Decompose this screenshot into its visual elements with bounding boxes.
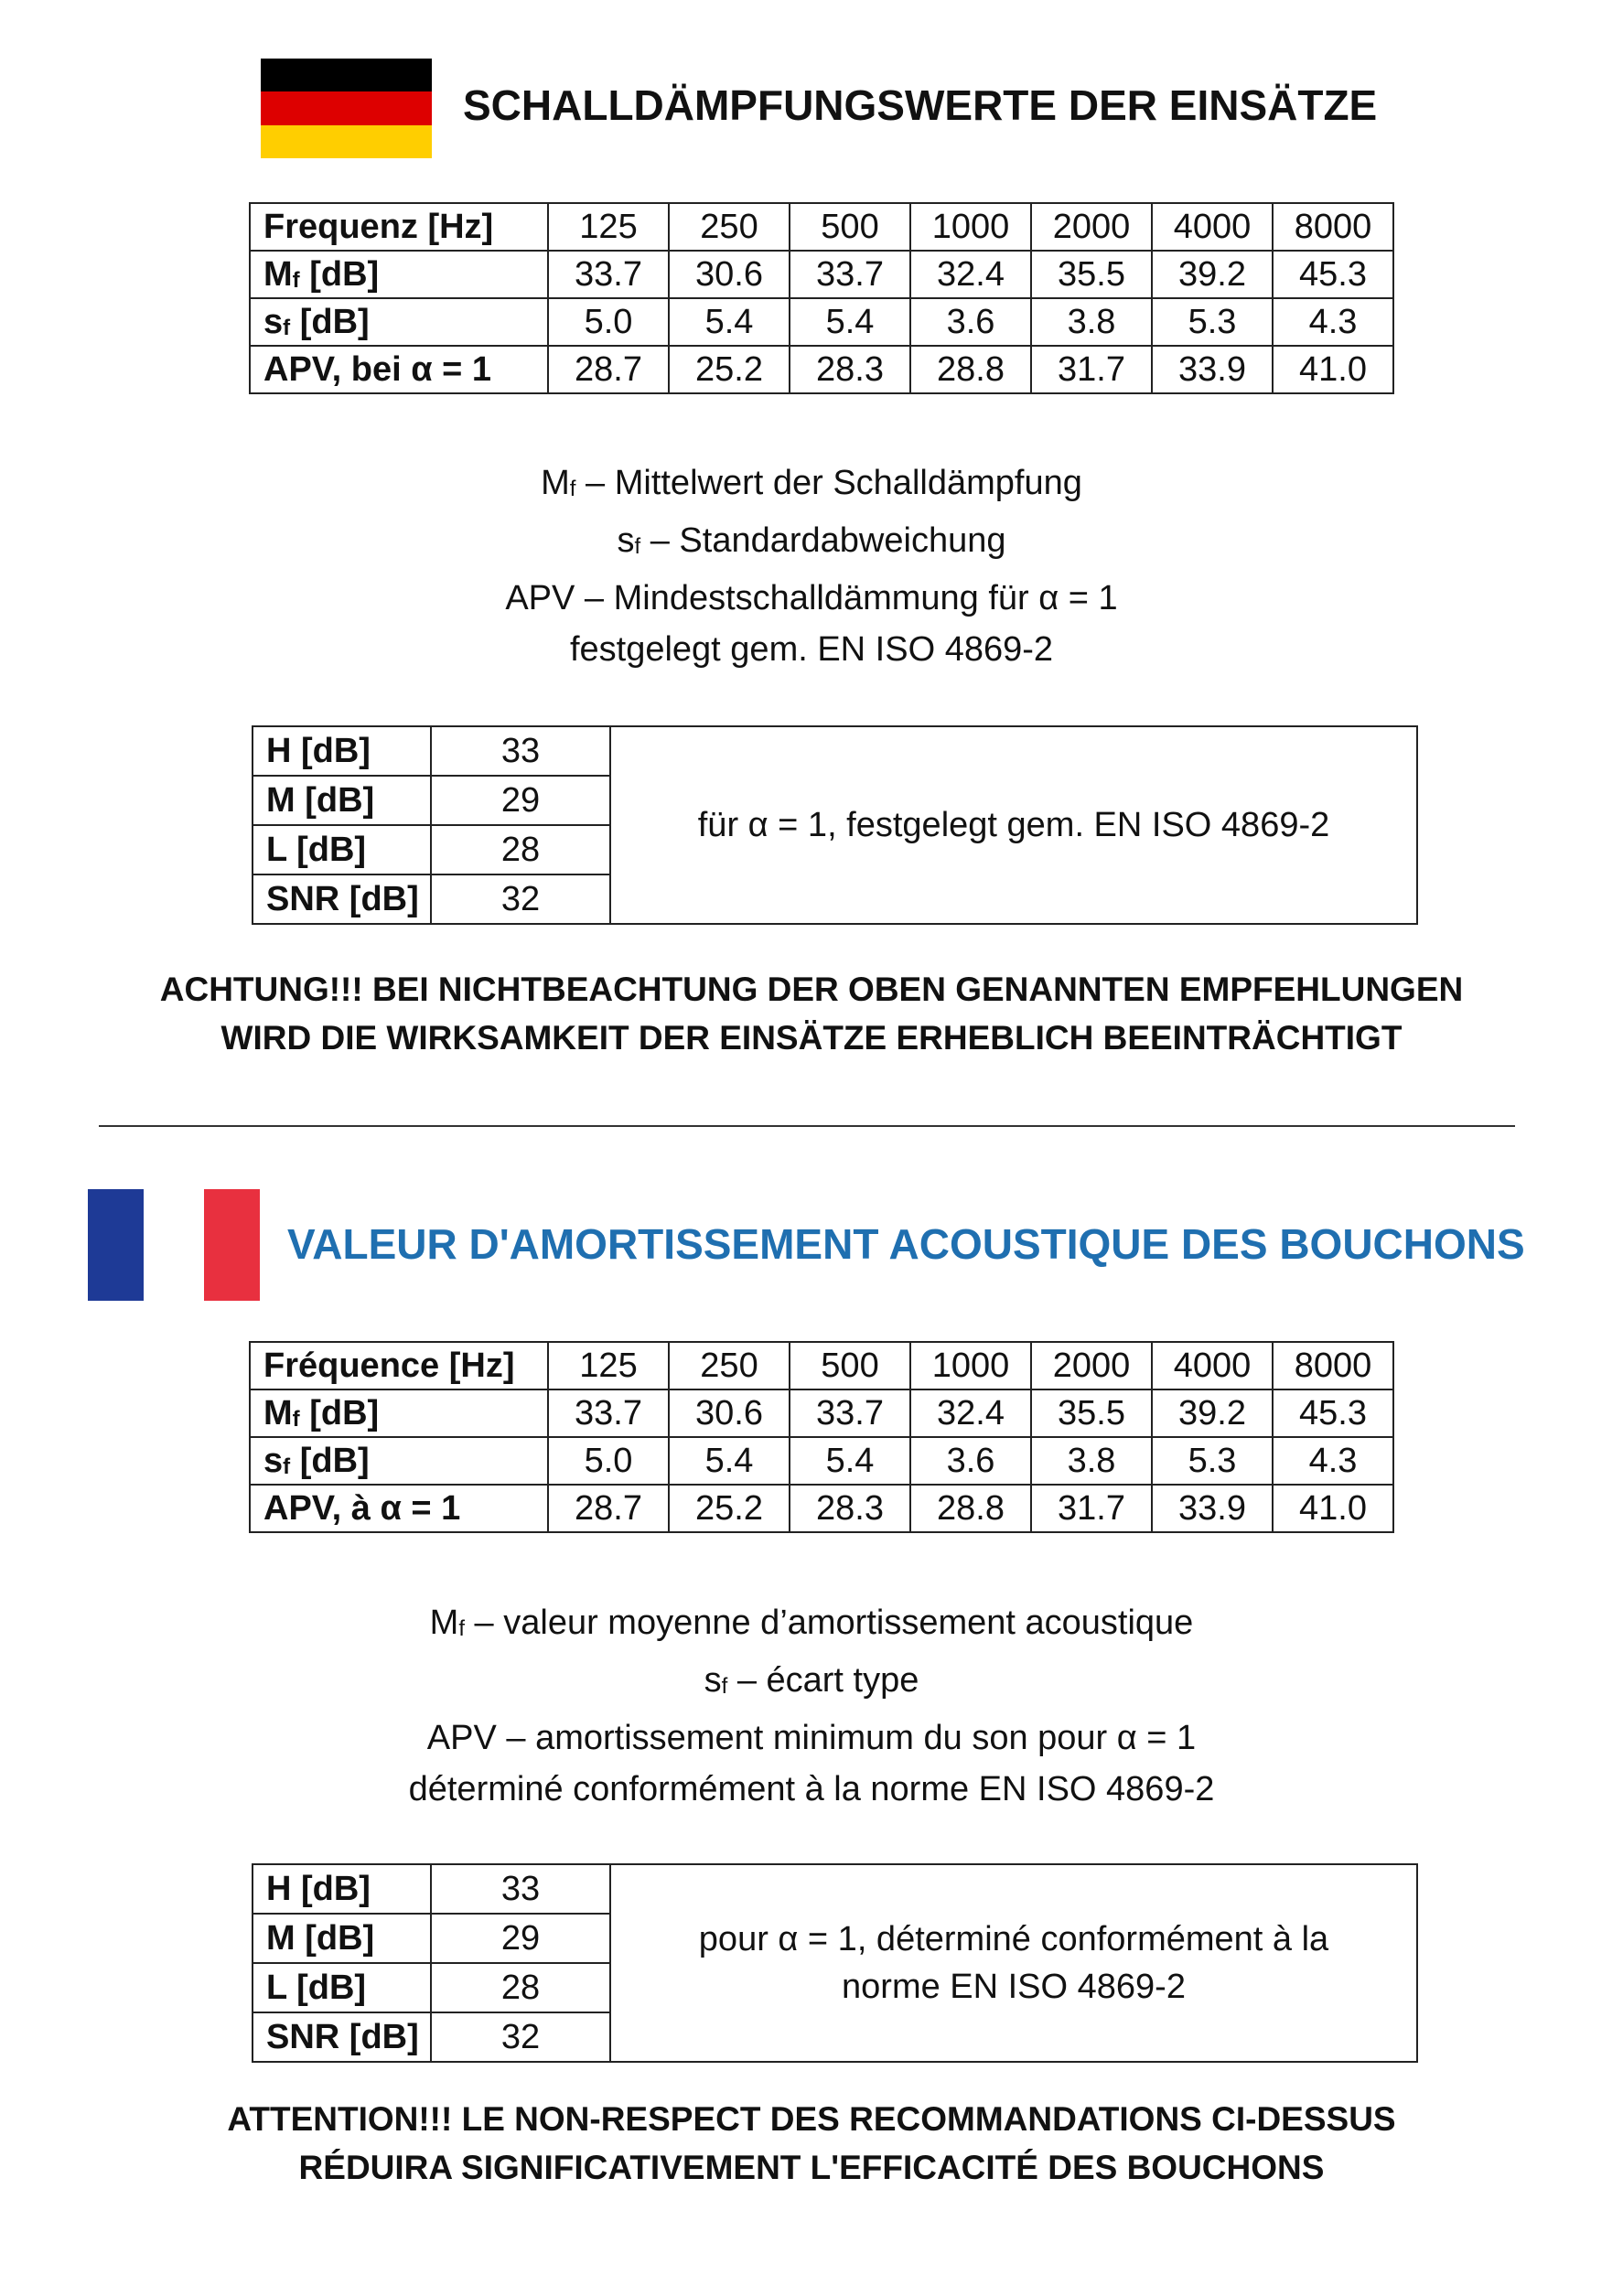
table-cell: 1000 xyxy=(910,203,1031,251)
summary-label-h: H [dB] xyxy=(253,726,431,776)
table-cell: 4000 xyxy=(1152,203,1273,251)
summary-label-h: H [dB] xyxy=(253,1864,431,1914)
table-cell: 25.2 xyxy=(669,1485,790,1532)
row-label-stddev: $s_f$ [dB] xyxy=(250,298,548,346)
table-row xyxy=(250,203,1393,251)
table-cell: 4.3 xyxy=(1273,298,1393,346)
table-row xyxy=(250,1485,1393,1532)
table-cell: 45.3 xyxy=(1273,251,1393,298)
legend-line-mean: $M_f$ – Mittelwert der Schalldämpfung xyxy=(541,464,1082,502)
row-label-apv: APV, bei α = 1 xyxy=(250,346,548,393)
legend-line-mean: $M_f$ – valeur moyenne d’amortissement acoustique xyxy=(429,1604,1194,1642)
summary-table-fr xyxy=(252,1863,1418,2063)
legend-fr xyxy=(0,1597,1623,1815)
flag-stripe-blue xyxy=(88,1189,144,1301)
row-label-frequency: Fréquence [Hz] xyxy=(250,1342,548,1389)
table-cell: 2000 xyxy=(1031,1342,1152,1389)
table-cell: 5.4 xyxy=(790,298,910,346)
table-cell: 5.4 xyxy=(790,1437,910,1485)
legend-line-stddev: $s_f$ – écart type xyxy=(704,1661,919,1700)
table-cell: 32.4 xyxy=(910,1389,1031,1437)
summary-value-m: 29 xyxy=(431,1914,610,1963)
legend-line-standard: festgelegt gem. EN ISO 4869-2 xyxy=(569,630,1054,669)
legend-line-apv: APV – Mindestschalldämmung für α = 1 xyxy=(505,579,1118,617)
table-row xyxy=(250,1437,1393,1485)
table-cell: 1000 xyxy=(910,1342,1031,1389)
table-cell: 33.7 xyxy=(548,1389,669,1437)
table-cell: 5.4 xyxy=(669,298,790,346)
warning-line: WIRD DIE WIRKSAMKEIT DER EINSÄTZE ERHEBLICH BEEINTRÄCHTIGT xyxy=(220,1019,1403,1057)
warning-line: RÉDUIRA SIGNIFICATIVEMENT L'EFFICACITÉ DES BOUCHONS xyxy=(298,2149,1325,2186)
summary-note: pour α = 1, déterminé conformément à la norme EN ISO 4869-2 xyxy=(610,1864,1417,2062)
table-row xyxy=(253,726,1417,776)
germany-flag xyxy=(261,59,432,158)
legend-line-stddev: $s_f$ – Standardabweichung xyxy=(617,521,1006,560)
summary-table-de xyxy=(252,725,1418,925)
table-cell: 41.0 xyxy=(1273,346,1393,393)
table-cell: 33.7 xyxy=(790,251,910,298)
row-label-mean: $M_f$ [dB] xyxy=(250,251,548,298)
table-cell: 41.0 xyxy=(1273,1485,1393,1532)
legend-de xyxy=(0,457,1623,675)
table-cell: 5.3 xyxy=(1152,1437,1273,1485)
row-label-stddev: $s_f$ [dB] xyxy=(250,1437,548,1485)
section-title-fr: VALEUR D'AMORTISSEMENT ACOUSTIQUE DES BOUCHONS xyxy=(287,1220,1525,1268)
warning-line: ACHTUNG!!! BEI NICHTBEACHTUNG DER OBEN GENANNTEN EMPFEHLUNGEN xyxy=(159,971,1464,1008)
flag-stripe-red xyxy=(204,1189,260,1301)
table-cell: 28.8 xyxy=(910,1485,1031,1532)
table-cell: 3.6 xyxy=(910,1437,1031,1485)
table-cell: 3.8 xyxy=(1031,1437,1152,1485)
table-cell: 4000 xyxy=(1152,1342,1273,1389)
table-cell: 28.7 xyxy=(548,346,669,393)
table-cell: 125 xyxy=(548,1342,669,1389)
table-cell: 5.0 xyxy=(548,1437,669,1485)
table-cell: 33.7 xyxy=(790,1389,910,1437)
table-cell: 5.0 xyxy=(548,298,669,346)
table-row xyxy=(250,1342,1393,1389)
flag-stripe-black xyxy=(261,59,432,91)
table-cell: 35.5 xyxy=(1031,251,1152,298)
table-cell: 125 xyxy=(548,203,669,251)
table-cell: 2000 xyxy=(1031,203,1152,251)
table-cell: 8000 xyxy=(1273,1342,1393,1389)
table-cell: 33.7 xyxy=(548,251,669,298)
table-cell: 30.6 xyxy=(669,1389,790,1437)
table-row xyxy=(250,1389,1393,1437)
table-cell: 5.4 xyxy=(669,1437,790,1485)
section-divider xyxy=(99,1125,1515,1127)
flag-stripe-gold xyxy=(261,125,432,158)
table-row xyxy=(250,251,1393,298)
warning-de xyxy=(0,965,1623,1062)
table-cell: 39.2 xyxy=(1152,1389,1273,1437)
table-cell: 45.3 xyxy=(1273,1389,1393,1437)
table-cell: 3.8 xyxy=(1031,298,1152,346)
summary-value-snr: 32 xyxy=(431,874,610,924)
table-cell: 28.8 xyxy=(910,346,1031,393)
row-label-frequency: Frequenz [Hz] xyxy=(250,203,548,251)
summary-label-l: L [dB] xyxy=(253,825,431,874)
summary-label-snr: SNR [dB] xyxy=(253,874,431,924)
summary-value-h: 33 xyxy=(431,726,610,776)
table-cell: 5.3 xyxy=(1152,298,1273,346)
legend-line-apv: APV – amortissement minimum du son pour α = 1 xyxy=(426,1719,1197,1757)
frequency-table-de xyxy=(249,202,1394,394)
table-cell: 39.2 xyxy=(1152,251,1273,298)
summary-label-snr: SNR [dB] xyxy=(253,2012,431,2062)
table-cell: 250 xyxy=(669,1342,790,1389)
table-cell: 3.6 xyxy=(910,298,1031,346)
legend-line-standard: déterminé conformément à la norme EN ISO 4869-2 xyxy=(408,1770,1215,1808)
table-cell: 4.3 xyxy=(1273,1437,1393,1485)
table-cell: 250 xyxy=(669,203,790,251)
table-cell: 30.6 xyxy=(669,251,790,298)
summary-note: für α = 1, festgelegt gem. EN ISO 4869-2 xyxy=(610,726,1417,924)
table-cell: 28.3 xyxy=(790,1485,910,1532)
table-cell: 33.9 xyxy=(1152,1485,1273,1532)
row-label-apv: APV, à α = 1 xyxy=(250,1485,548,1532)
summary-value-m: 29 xyxy=(431,776,610,825)
table-row xyxy=(250,346,1393,393)
table-row xyxy=(250,298,1393,346)
table-row xyxy=(253,1864,1417,1914)
summary-value-h: 33 xyxy=(431,1864,610,1914)
summary-label-l: L [dB] xyxy=(253,1963,431,2012)
warning-fr xyxy=(0,2095,1623,2192)
table-cell: 25.2 xyxy=(669,346,790,393)
table-cell: 28.3 xyxy=(790,346,910,393)
table-cell: 500 xyxy=(790,203,910,251)
summary-label-m: M [dB] xyxy=(253,776,431,825)
row-label-mean: $M_f$ [dB] xyxy=(250,1389,548,1437)
summary-value-l: 28 xyxy=(431,825,610,874)
flag-stripe-red xyxy=(261,91,432,124)
table-cell: 31.7 xyxy=(1031,346,1152,393)
summary-label-m: M [dB] xyxy=(253,1914,431,1963)
table-cell: 28.7 xyxy=(548,1485,669,1532)
table-cell: 32.4 xyxy=(910,251,1031,298)
summary-value-snr: 32 xyxy=(431,2012,610,2062)
warning-line: ATTENTION!!! LE NON-RESPECT DES RECOMMANDATIONS CI-DESSUS xyxy=(227,2100,1396,2138)
table-cell: 33.9 xyxy=(1152,346,1273,393)
table-cell: 31.7 xyxy=(1031,1485,1152,1532)
france-flag xyxy=(88,1189,260,1301)
table-cell: 8000 xyxy=(1273,203,1393,251)
frequency-table-fr xyxy=(249,1341,1394,1533)
summary-value-l: 28 xyxy=(431,1963,610,2012)
section-title-de: SCHALLDÄMPFUNGSWERTE DER EINSÄTZE xyxy=(463,81,1378,129)
table-cell: 500 xyxy=(790,1342,910,1389)
table-cell: 35.5 xyxy=(1031,1389,1152,1437)
